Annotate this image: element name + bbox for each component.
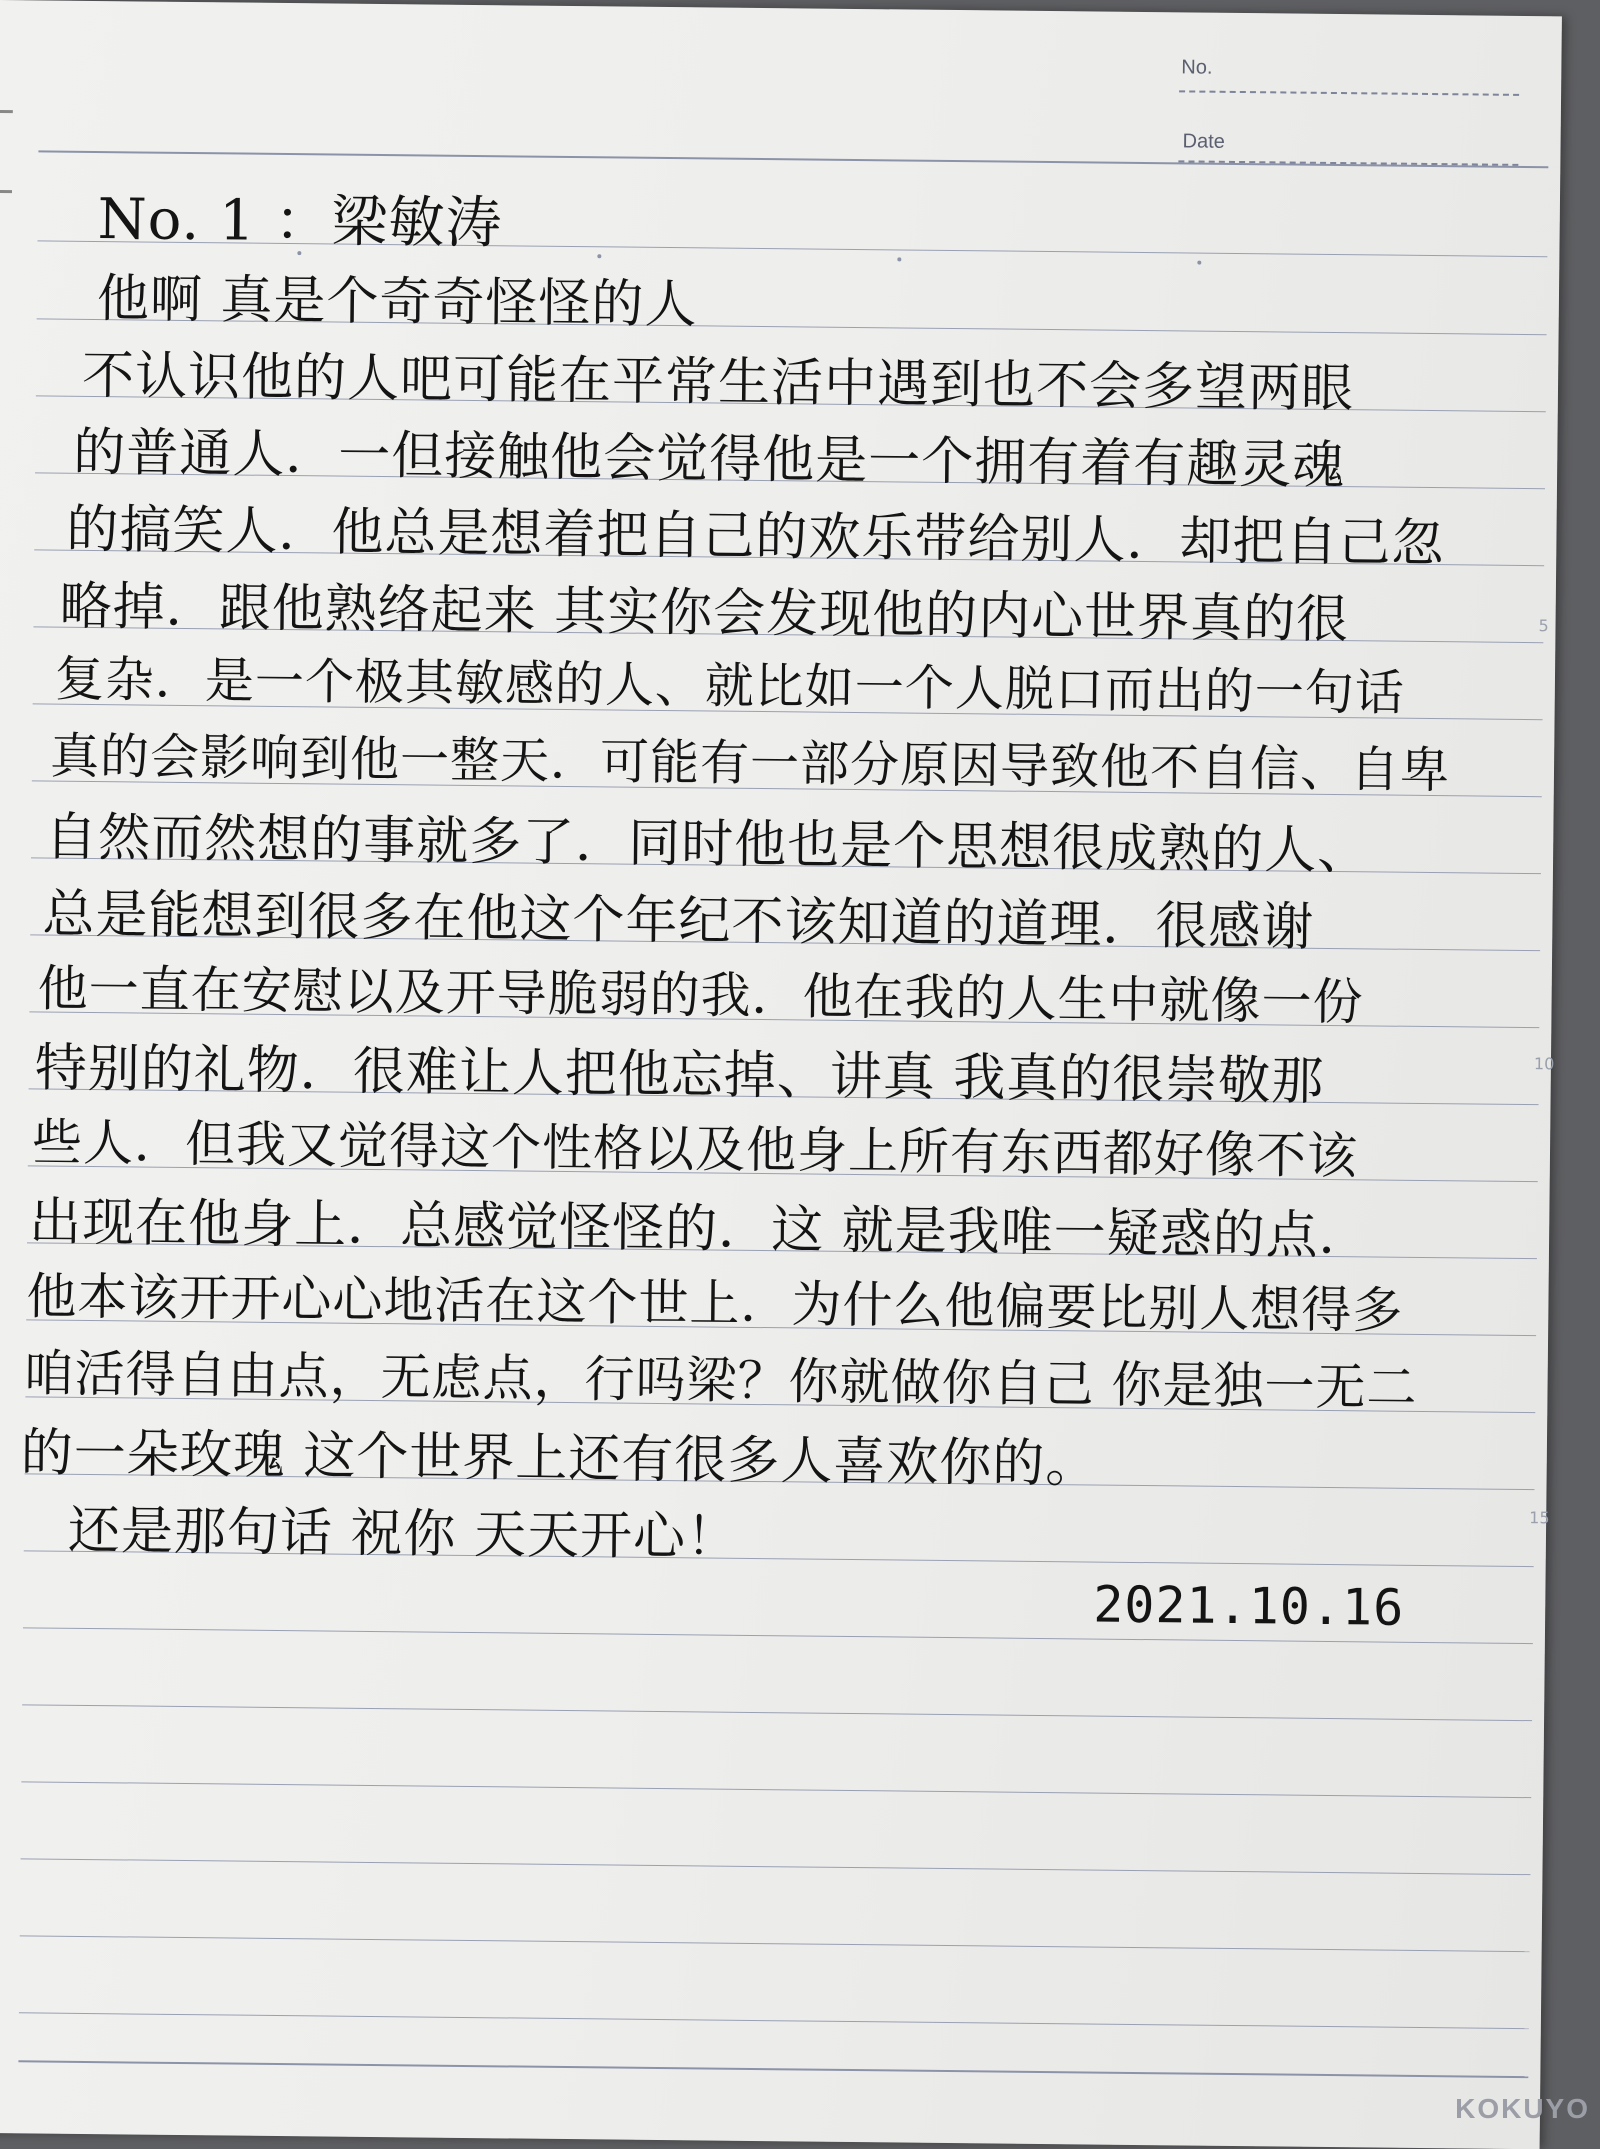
date-label: Date [1182, 130, 1225, 153]
letter-line: 不认识他的人吧可能在平常生活中遇到也不会多望两眼 [81, 345, 1355, 420]
binding-mark [0, 190, 12, 193]
letter-line: 的一朵玫瑰 这个世界上还有很多人喜欢你的。 [20, 1423, 1099, 1495]
letter-line: 复杂．是一个极其敏感的人、就比如一个人脱口而出的一句话 [54, 650, 1406, 722]
rule-line [18, 2060, 1528, 2078]
letter-line: 出现在他身上．总感觉怪怪的．这 就是我唯一疑惑的点． [28, 1192, 1372, 1267]
letter-closing-line: 还是那句话 祝你 天天开心！ [67, 1500, 740, 1568]
rule-line [21, 1858, 1531, 1875]
letter-line: 他啊 真是个奇奇怪怪的人 [96, 269, 698, 336]
no-label: No. [1181, 56, 1213, 79]
rule-line [22, 1704, 1532, 1721]
ruler-tick [597, 254, 601, 258]
letter-line: 真的会影响到他一整天．可能有一部分原因导致他不自信、自卑 [49, 727, 1451, 800]
letter-line: 些人．但我又觉得这个性格以及他身上所有东西都好像不该 [31, 1113, 1359, 1186]
letter-line: 总是能想到很多在他这个年纪不该知道的道理．很感谢 [42, 884, 1315, 958]
binding-mark [0, 110, 13, 113]
letter-line: 他本该开开心心地活在这个世上．为什么他偏要比别人想得多 [26, 1267, 1404, 1340]
letter-line: 咱活得自由点，无虑点，行吗梁？你就做你自己 你是独一无二 [23, 1344, 1418, 1417]
letter-line: 他一直在安慰以及开导脆弱的我．他在我的人生中就像一份 [37, 959, 1364, 1032]
rule-line [21, 1781, 1531, 1798]
rule-line [19, 2012, 1529, 2029]
no-field-line [1179, 90, 1519, 96]
ruler-tick [1197, 261, 1201, 265]
letter-line: 的搞笑人．他总是想着把自己的欢乐带给别人．却把自己忽 [66, 499, 1445, 575]
margin-number-15: 15 [1529, 1508, 1550, 1528]
letter-line: 略掉．跟他熟络起来 其实你会发现他的内心世界真的很 [59, 576, 1350, 651]
letter-date: 2021.10.16 [1092, 1575, 1405, 1637]
brand-logo: KOKUYO [1455, 2093, 1590, 2124]
letter-line: 的普通人．一但接触他会觉得他是一个拥有着有趣灵魂 [72, 422, 1346, 497]
rule-line [38, 150, 1548, 168]
letter-line: 自然而然想的事就多了．同时他也是个思想很成熟的人、 [44, 807, 1371, 882]
ruler-tick [897, 257, 901, 261]
rule-line [20, 1935, 1530, 1952]
letter-title: No. 1 ：梁敏涛 [97, 187, 503, 257]
margin-number-10: 10 [1533, 1054, 1555, 1074]
letter-line: 特别的礼物．很难让人把他忘掉、讲真 我真的很崇敬那 [34, 1038, 1325, 1112]
margin-number-5: 5 [1538, 616, 1549, 636]
